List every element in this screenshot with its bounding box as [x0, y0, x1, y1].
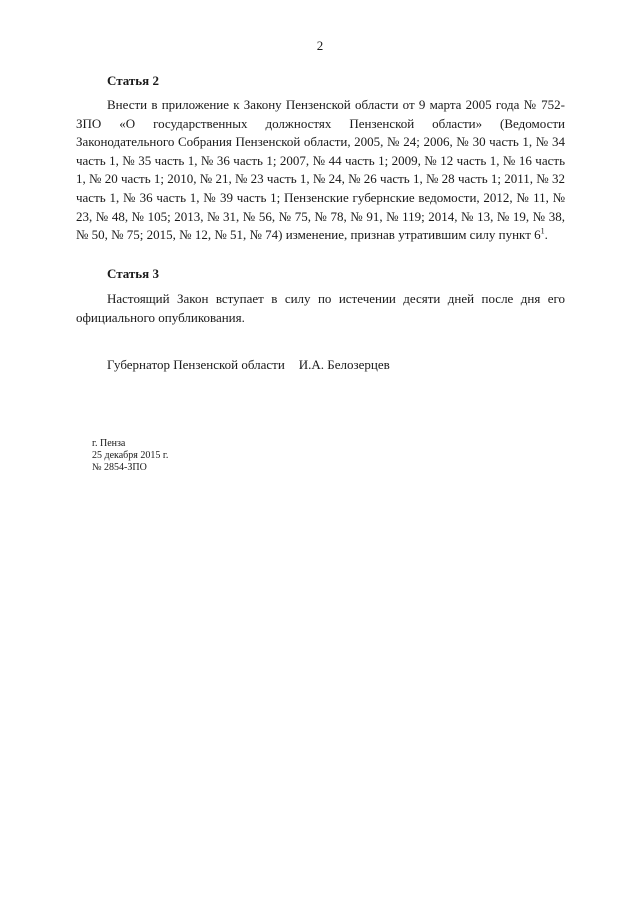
- article-2-heading: Статья 2: [107, 73, 159, 88]
- article-3-heading: Статья 3: [107, 266, 159, 281]
- footer-city: г. Пенза: [92, 438, 126, 449]
- page-number: 2: [316, 38, 324, 53]
- signature-name: И.А. Белозерцев: [298, 357, 390, 372]
- footer-date: 25 декабря 2015 г.: [92, 450, 169, 461]
- article-2-ending: .: [544, 227, 548, 243]
- article-3-text: Настоящий Закон вступает в силу по истечении десяти дней после дня его официального опубликования.: [76, 291, 565, 325]
- article-2-superscript: 1: [540, 226, 545, 236]
- footer-number: № 2854-ЗПО: [92, 462, 147, 473]
- signature-block: [107, 357, 390, 373]
- signature-position: Губернатор Пензенской области: [107, 357, 285, 372]
- article-2-body: Внести в приложение к Закону Пензенской области от 9 марта 2005 года № 752-ЗПО «О государственных должностях Пензенской области» (Ведомости Законодательного Собрания Пензенской области, 2005, № 24; 2006, № 30 часть 1, № 34 часть 1, № 35 часть 1, № 36 часть 1; 2007, № 44 часть 1; 2009, № 12 часть 1, № 16 часть 1, № 20 часть 1; 2010, № 21, № 23 часть 1, № 24, № 26 часть 1, № 28 часть 1; 2011, № 32 часть 1, № 36 часть 1, № 39 часть 1; Пензенские губернские ведомости, 2012, № 11, № 23, № 48, № 105; 2013, № 31, № 56, № 75, № 78, № 91, № 119; 2014, № 13, № 19, № 38, № 50, № 75; 2015, № 12, № 51, № 74) изменение, признав утратившим силу пункт 6: [76, 97, 565, 243]
- document-footer: [92, 438, 168, 474]
- article-2-text: [76, 96, 565, 245]
